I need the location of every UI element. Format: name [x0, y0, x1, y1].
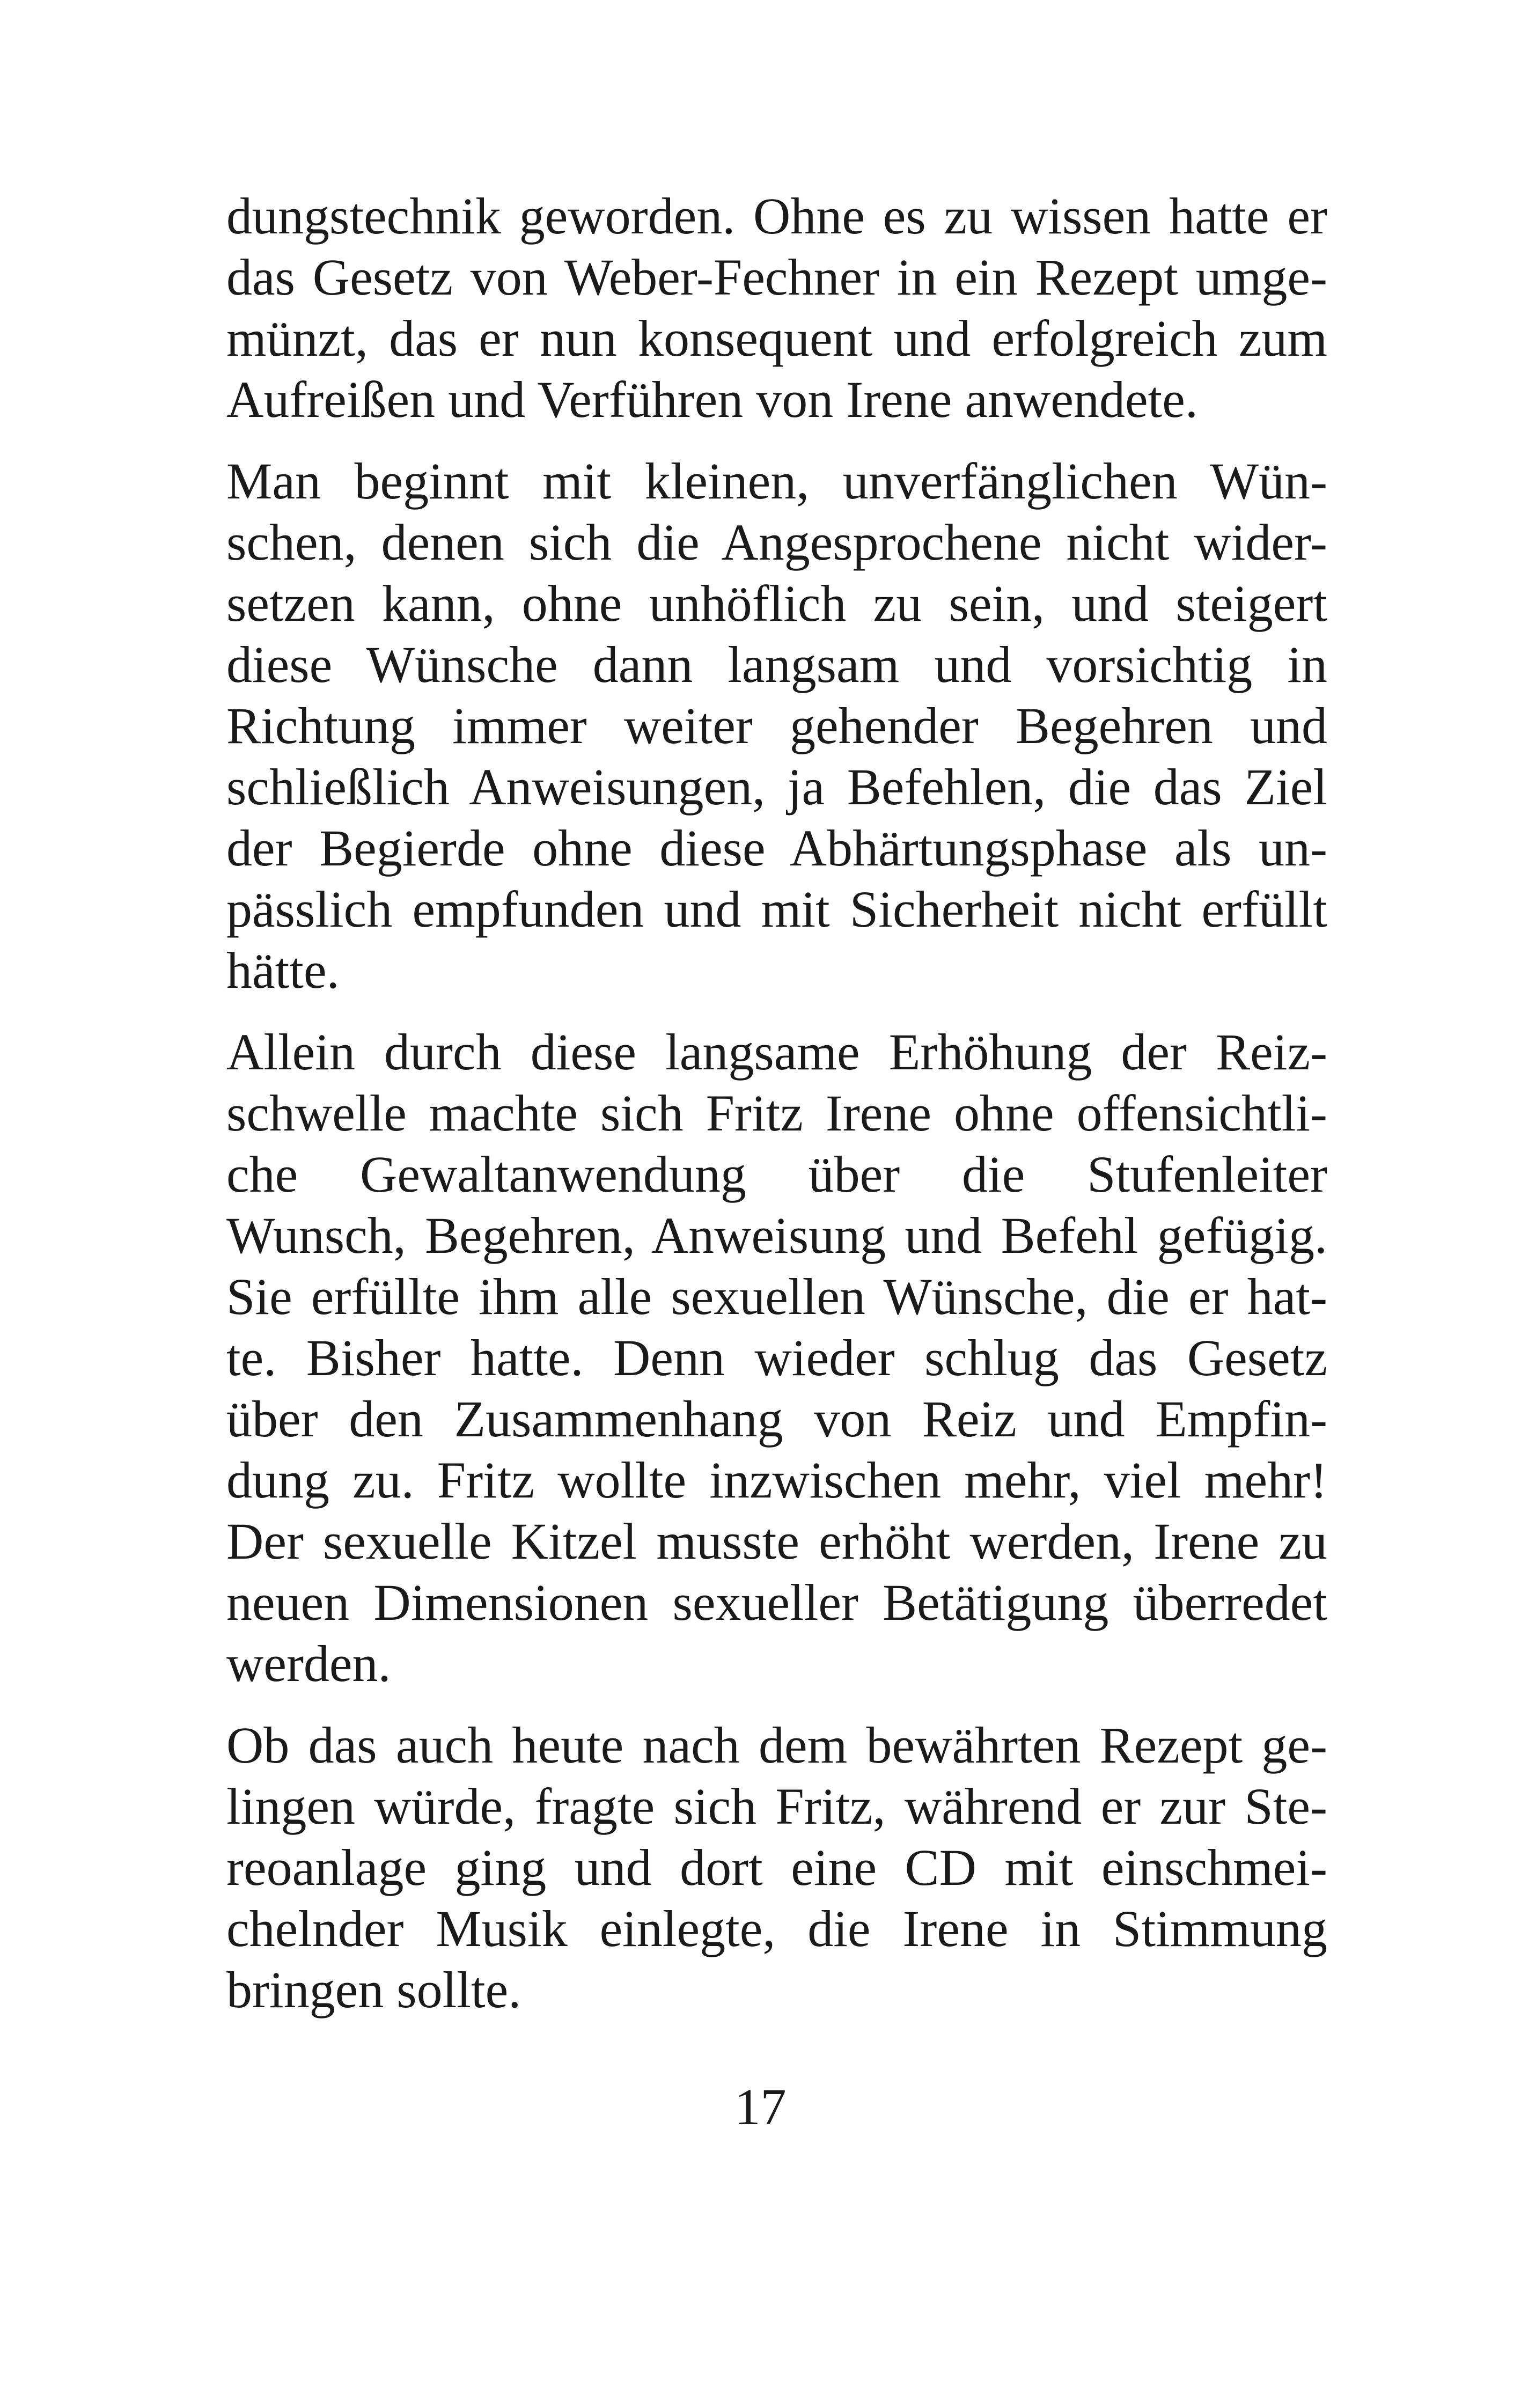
text-line: neuen Dimensionen sexueller Betätigung überredet [226, 1574, 1327, 1631]
text-line: pässlich empfunden und mit Sicherheit nicht erfüllt [226, 880, 1327, 938]
text-line: das Gesetz von Weber-Fechner in ein Rezept umge- [226, 248, 1327, 306]
text-line: bringen sollte. [226, 1961, 521, 2018]
text-line: Man beginnt mit kleinen, unverfänglichen Wün- [226, 452, 1327, 510]
text-line: über den Zusammenhang von Reiz und Empfin- [226, 1390, 1327, 1448]
text-line: schen, denen sich die Angesprochene nicht wider- [226, 513, 1327, 571]
text-line: schließlich Anweisungen, ja Befehlen, die das Ziel [226, 758, 1327, 816]
text-line: Sie erfüllte ihm alle sexuellen Wünsche, die er hat- [226, 1268, 1327, 1325]
text-line: hätte. [226, 942, 340, 999]
body-text [226, 186, 1327, 2021]
paragraph-1 [226, 186, 1327, 430]
paragraph-4 [226, 1715, 1327, 2021]
text-line: dung zu. Fritz wollte inzwischen mehr, viel mehr! [226, 1451, 1327, 1509]
text-line: reoanlage ging und dort eine CD mit einschmei- [226, 1839, 1327, 1896]
text-line: Aufreißen und Verführen von Irene anwendete. [226, 371, 1198, 428]
paragraph-3 [226, 1022, 1327, 1694]
text-line: diese Wünsche dann langsam und vorsichtig in [226, 636, 1327, 693]
text-line: dungstechnik geworden. Ohne es zu wissen hatte er [226, 187, 1327, 245]
text-line: setzen kann, ohne unhöflich zu sein, und steigert [226, 575, 1327, 632]
text-line: der Begierde ohne diese Abhärtungsphase als un- [226, 819, 1327, 877]
text-line: Richtung immer weiter gehender Begehren und [226, 697, 1327, 754]
text-line: Ob das auch heute nach dem bewährten Rezept ge- [226, 1716, 1327, 1774]
text-line: te. Bisher hatte. Denn wieder schlug das Gesetz [226, 1329, 1327, 1386]
text-line: lingen würde, fragte sich Fritz, während er zur Ste- [226, 1778, 1327, 1835]
page-number: 17 [734, 2078, 787, 2135]
text-line: che Gewaltanwendung über die Stufenleiter [226, 1146, 1327, 1203]
text-line: chelnder Musik einlegte, die Irene in Stimmung [226, 1900, 1327, 1957]
text-line: werden. [226, 1635, 391, 1692]
text-line: Wunsch, Begehren, Anweisung und Befehl gefügig. [226, 1207, 1327, 1264]
text-line: Allein durch diese langsame Erhöhung der Reiz- [226, 1023, 1327, 1081]
text-line: schwelle machte sich Fritz Irene ohne offensichtli- [226, 1084, 1327, 1142]
text-line: münzt, das er nun konsequent und erfolgreich zum [226, 310, 1327, 367]
text-line: Der sexuelle Kitzel musste erhöht werden, Irene zu [226, 1513, 1327, 1570]
paragraph-2 [226, 451, 1327, 1001]
